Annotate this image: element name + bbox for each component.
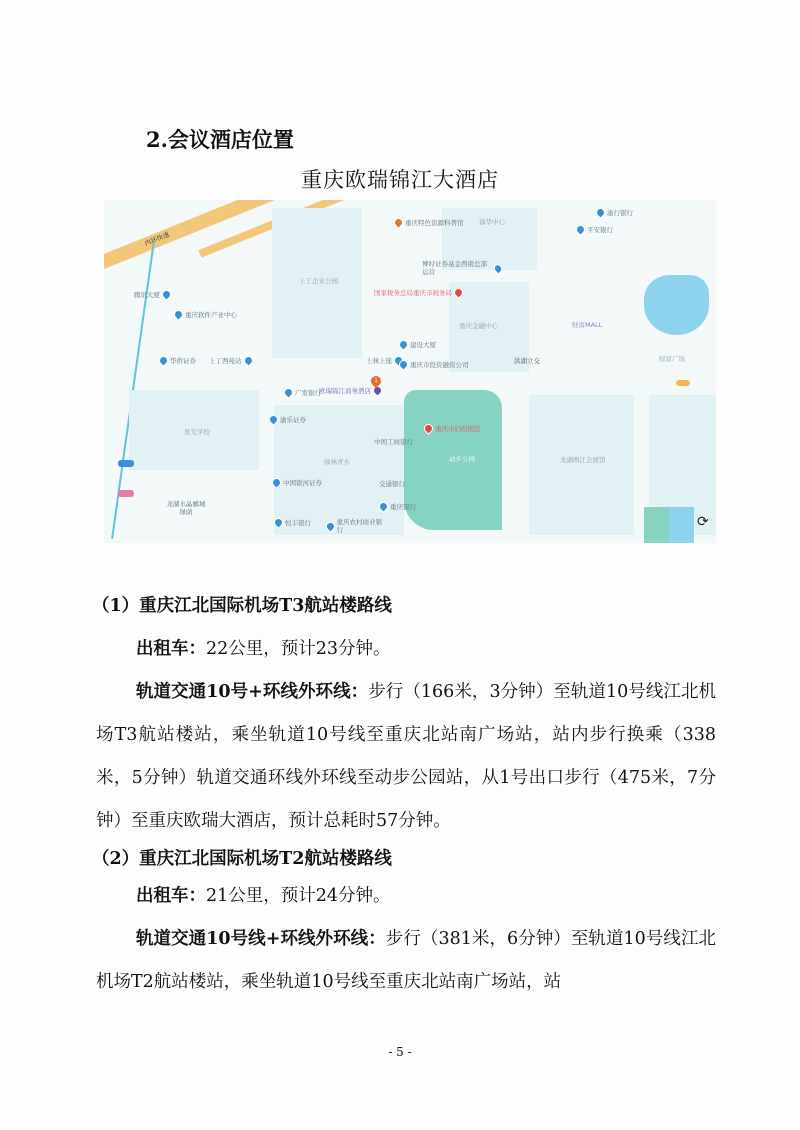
area-label: 绿林青水 [324, 458, 350, 466]
map-poi[interactable]: 国家税务总局重庆市税务局 [374, 288, 463, 297]
area-label: 动步公园 [449, 455, 475, 463]
area-label: 洪湖立交 [514, 357, 540, 365]
rail-label: 轨道交通10号线+环线外环线： [136, 929, 386, 949]
page-number: - 5 - [388, 1045, 412, 1059]
map-pin-icon [242, 354, 255, 367]
map-poi[interactable]: 上林上座 [366, 356, 403, 365]
map-poi[interactable]: 恒丰银行 [274, 518, 311, 527]
map-pin-icon [282, 386, 295, 399]
selected-location-marker[interactable]: 1 [369, 374, 383, 388]
area-label: 重庆金融中心 [459, 322, 498, 330]
map-poi[interactable]: 重庆市妇幼医院 [424, 424, 481, 433]
map-poi[interactable]: 交通银行 [379, 480, 405, 488]
map-poi[interactable]: 建设大厦 [399, 340, 436, 349]
map-pin-icon [452, 286, 465, 299]
map-poi[interactable]: 腾讯大厦 [134, 290, 171, 299]
area-label: 上丁企业公园 [299, 277, 338, 285]
map-pin-icon [324, 520, 336, 532]
map-pin-icon [574, 223, 587, 236]
map-poi[interactable]: 广发银行 [284, 388, 321, 397]
map-pin-icon [397, 358, 410, 371]
area-label: 龙湖两江会展馆 [560, 456, 606, 464]
map-pin-icon [160, 288, 173, 301]
map-pin-icon [270, 476, 283, 489]
hotel-poi[interactable]: 欧瑞锦江商务酒店 [319, 386, 382, 395]
map-pin-icon [377, 500, 390, 513]
map-poi[interactable]: 上丁西苑站 [209, 356, 253, 365]
taxi-label: 出租车： [136, 886, 206, 906]
map-poi[interactable]: 渝行银行 [596, 208, 633, 217]
map-poi[interactable]: 重庆软件产业中心 [174, 310, 237, 319]
map-title: 重庆欧瑞锦江大酒店 [301, 168, 499, 192]
map-poi[interactable]: 重庆银行 [379, 502, 416, 511]
map-poi[interactable]: 中国工商银行 [374, 438, 413, 446]
route-section-1 [92, 585, 717, 1004]
map-poi[interactable]: 华侨证券 [159, 356, 196, 365]
map-poi[interactable]: 重庆市投资融资公司 [399, 360, 469, 369]
map-pin-icon [422, 422, 435, 435]
map-pin-icon [172, 308, 185, 321]
rail-label: 轨道交通10号+环线外环线： [136, 682, 369, 702]
map-poi[interactable]: 重庆特色资源科普馆 [394, 218, 464, 227]
route-heading: （1）重庆江北国际机场T3航站楼路线 [92, 596, 392, 616]
area-label: 财富MALL [572, 321, 603, 329]
taxi-label: 出租车： [136, 639, 206, 659]
map-poi[interactable]: 龙湖水晶郦城绿荫 [166, 500, 206, 516]
map-pin-icon [157, 354, 170, 367]
map-pin-icon [392, 216, 405, 229]
road-badge [118, 490, 134, 497]
map-pin-icon [272, 516, 285, 529]
map-poi[interactable]: 博时证券基金西南总部运营 [422, 260, 502, 276]
area-label: 星光学校 [184, 428, 210, 436]
map-pin-icon [594, 206, 607, 219]
hotel-location-map[interactable] [104, 200, 716, 543]
map-poi[interactable]: 重庆农村商业银行 [326, 518, 386, 534]
map-poi[interactable]: 平安银行 [576, 225, 613, 234]
map-poi[interactable]: 中国银河证券 [272, 478, 322, 487]
map-pin-icon [267, 413, 280, 426]
rail-text: 步行（381米，6分钟）至轨道10号线江北机场T2航站楼站，乘坐轨道10号线至重庆北站南广场站，站 [96, 929, 717, 992]
road-badge [676, 380, 690, 386]
taxi-text: 21公里，预计24分钟。 [206, 886, 391, 906]
refresh-icon[interactable]: ⟳ [697, 514, 709, 530]
section-title: 2.会议酒店位置 [146, 127, 294, 152]
road-badge [118, 460, 134, 467]
map-pin-icon [397, 338, 410, 351]
rail-text: 步行（166米，3分钟）至轨道10号线江北机场T3航站楼站，乘坐轨道10号线至重庆北站南广场站，站内步行换乘（338米，5分钟）轨道交通环线外环线至动步公园站，从1号出口步行（475米，7分钟）至重庆欧瑞大酒店，预计总耗时57分钟。 [96, 682, 716, 831]
area-label: 福华中心 [479, 218, 505, 226]
area-label: 财富广场 [659, 355, 685, 363]
taxi-text: 22公里，预计23分钟。 [206, 639, 391, 659]
route-heading: （2）重庆江北国际机场T2航站楼路线 [92, 849, 392, 869]
road-label: 内环快速 [143, 230, 171, 248]
map-poi[interactable]: 渝乐证券 [269, 415, 306, 424]
